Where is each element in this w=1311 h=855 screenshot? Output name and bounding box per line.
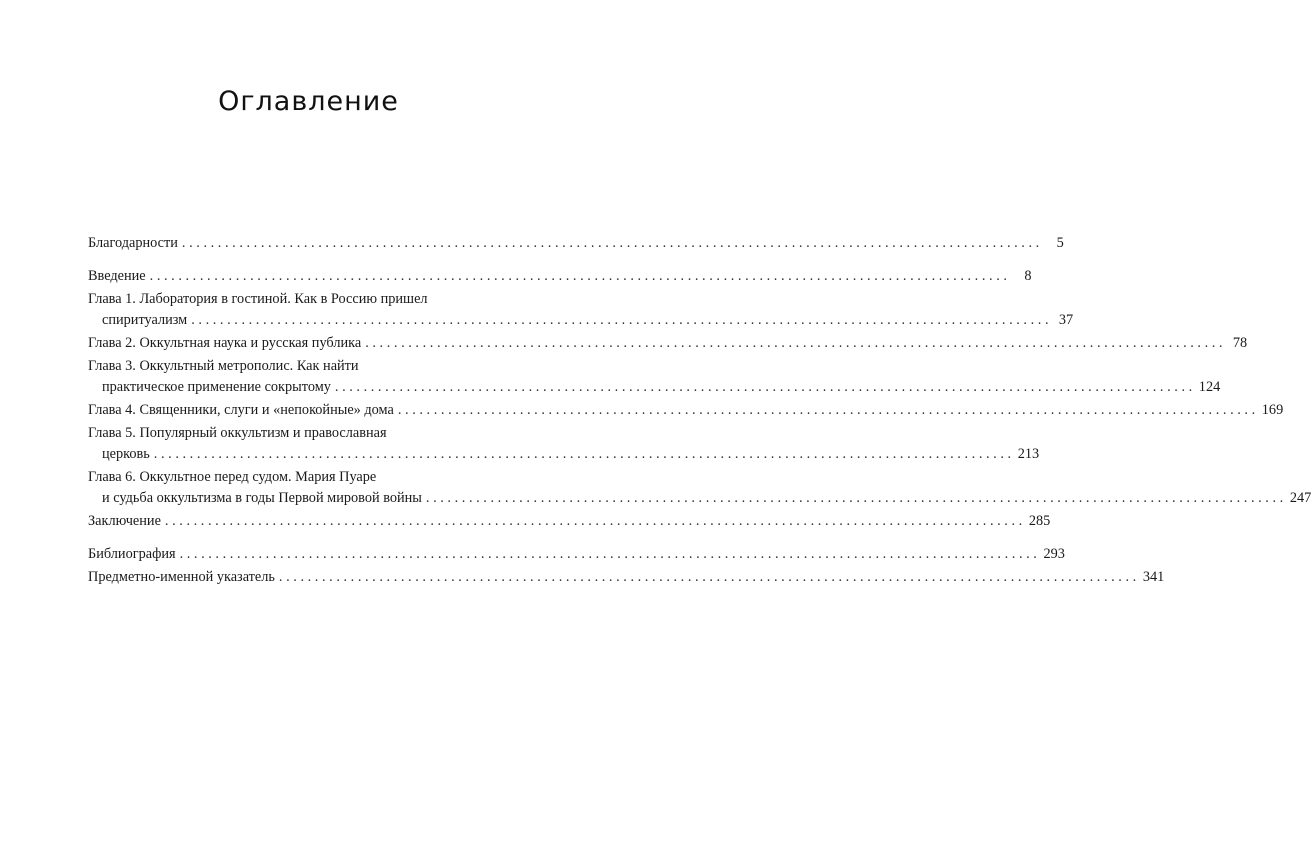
toc-entry-title-line: Заключение	[88, 513, 161, 529]
toc-entry	[88, 511, 1051, 532]
page-number: 247	[1289, 490, 1311, 506]
toc-entry-title-line: Глава 3. Оккультный метрополис. Как найти	[88, 358, 359, 374]
toc-entry-row	[88, 310, 1074, 331]
dot-leader: ........................................................................................................................	[153, 446, 1015, 462]
toc-entry-title-line: Введение	[88, 268, 146, 284]
page-number: 169	[1261, 402, 1284, 418]
dot-leader: ........................................................................................................................	[334, 379, 1196, 395]
toc-entry-row	[88, 233, 1064, 254]
page-number: 78	[1232, 335, 1248, 351]
toc-entry-title-line: Глава 4. Священники, слуги и «непокойные» дома	[88, 402, 394, 418]
toc-entry-row	[88, 266, 1032, 287]
toc-entry-title-line: Глава 5. Популярный оккультизм и православная	[88, 425, 387, 441]
toc-entry-row	[88, 444, 1040, 465]
toc-entry-title-line: Глава 1. Лаборатория в гостиной. Как в Россию пришел	[88, 291, 428, 307]
toc-entry-row	[88, 377, 1221, 398]
toc-entry-row	[88, 511, 1051, 532]
page-title: Оглавление	[218, 86, 399, 117]
toc-entry	[88, 400, 1284, 421]
toc-entry-title-line: Благодарности	[88, 235, 178, 251]
toc-entry	[88, 567, 1165, 588]
dot-leader: ........................................................................................................................	[278, 569, 1140, 585]
table-of-contents	[88, 233, 1311, 590]
toc-entry	[88, 289, 1074, 331]
dot-leader: ........................................................................................................................	[425, 490, 1287, 506]
page-number: 5	[1056, 235, 1064, 251]
toc-entry-title-line: практическое применение сокрытому	[102, 379, 331, 395]
dot-leader: ........................................................................................................................	[181, 235, 1043, 251]
dot-leader: ........................................................................................................................	[164, 513, 1026, 529]
toc-entry	[88, 544, 1065, 565]
toc-entry-row	[88, 333, 1248, 354]
toc-entry	[88, 423, 1040, 465]
dot-leader: ........................................................................................................................	[191, 312, 1053, 328]
toc-entry	[88, 233, 1064, 254]
toc-entry-title-line: Предметно-именной указатель	[88, 569, 275, 585]
toc-entry-title-line: Глава 6. Оккультное перед судом. Мария Пуаре	[88, 469, 377, 485]
page-number: 8	[1024, 268, 1032, 284]
toc-entry-title-line: и судьба оккультизма в годы Первой мировой войны	[102, 490, 422, 506]
toc-entry	[88, 356, 1221, 398]
toc-entry-title-line: спиритуализм	[102, 312, 188, 328]
page-number: 124	[1198, 379, 1221, 395]
dot-leader: ........................................................................................................................	[179, 546, 1041, 562]
toc-entry-row	[88, 544, 1065, 565]
page-number: 37	[1058, 312, 1074, 328]
dot-leader: ........................................................................................................................	[149, 268, 1011, 284]
page-number: 213	[1017, 446, 1040, 462]
toc-entry-title-line: церковь	[102, 446, 150, 462]
toc-entry-row	[88, 400, 1284, 421]
toc-entry-title-line: Глава 2. Оккультная наука и русская публика	[88, 335, 362, 351]
page-number: 293	[1043, 546, 1065, 562]
toc-entry	[88, 467, 1311, 509]
toc-entry-title-line: Библиография	[88, 546, 176, 562]
toc-entry	[88, 333, 1248, 354]
toc-entry-row	[88, 488, 1311, 509]
dot-leader: ........................................................................................................................	[365, 335, 1227, 351]
toc-entry	[88, 266, 1032, 287]
page-number: 285	[1028, 513, 1051, 529]
page-number: 341	[1142, 569, 1165, 585]
toc-entry-row	[88, 567, 1165, 588]
dot-leader: ........................................................................................................................	[397, 402, 1259, 418]
